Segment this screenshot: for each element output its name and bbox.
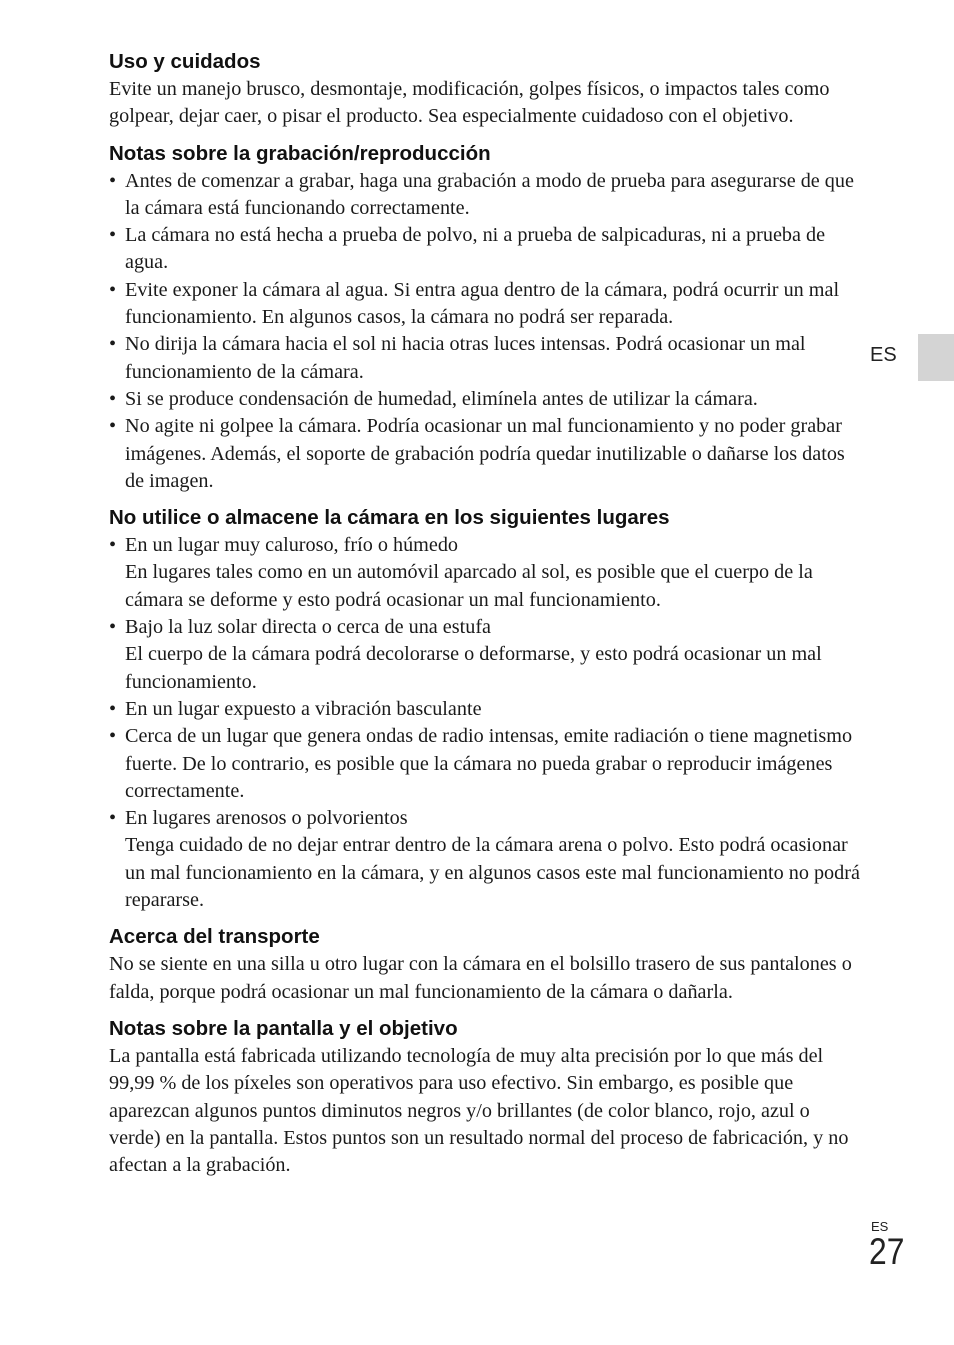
- list-item-detail: El cuerpo de la cámara podrá decolorarse o deformarse, y esto podrá ocasionar un mal funcionamiento.: [125, 643, 822, 693]
- list-item: [109, 222, 861, 277]
- list-item-detail: En lugares tales como en un automóvil aparcado al sol, es posible que el cuerpo de la cámara se deforme y esto podrá ocasionar un mal funcionamiento.: [125, 561, 813, 611]
- side-thumb-tab: [918, 334, 954, 381]
- list-item: [109, 723, 861, 805]
- list-item-text: Bajo la luz solar directa o cerca de una estufa: [125, 616, 491, 639]
- list-item-text: No dirija la cámara hacia el sol ni hacia otras luces intensas. Podrá ocasionar un mal funcionamiento de la cámara.: [125, 333, 806, 383]
- section-heading: Acerca del transporte: [109, 925, 320, 949]
- section-body: La pantalla está fabricada utilizando tecnología de muy alta precisión por lo que más del 99,99 % de los píxeles son operativos para uso efectivo. Sin embargo, es posible que aparezcan algunos puntos diminutos negros y/o brillantes (de color blanco, rojo, azul o verde) en la pantalla. Estos puntos son un resultado normal del proceso de fabricación, y no afectan a la grabación.: [109, 1044, 849, 1177]
- bullet-icon: •: [109, 616, 117, 639]
- bullet-list: [109, 168, 861, 496]
- section-heading: Notas sobre la pantalla y el objetivo: [109, 1016, 458, 1040]
- list-item-text: En un lugar muy caluroso, frío o húmedo: [125, 534, 459, 557]
- section-heading: No utilice o almacene la cámara en los siguientes lugares: [109, 506, 670, 530]
- section-heading: Uso y cuidados: [109, 50, 261, 73]
- list-item-text: Antes de comenzar a grabar, haga una grabación a modo de prueba para asegurarse de que la cámara está funcionando correctamente.: [125, 169, 854, 219]
- list-item: [109, 413, 861, 495]
- page-content: [109, 48, 861, 1188]
- footer-language-code: ES: [871, 1219, 889, 1234]
- list-item: [109, 331, 861, 386]
- list-item: [109, 614, 861, 696]
- list-item: [109, 696, 861, 723]
- list-item: [109, 168, 861, 223]
- list-item-text: En un lugar expuesto a vibración basculante: [125, 697, 482, 720]
- list-item: [109, 277, 861, 332]
- bullet-list: [109, 532, 861, 914]
- section-transporte: [109, 923, 861, 1006]
- list-item-text: La cámara no está hecha a prueba de polvo, ni a prueba de salpicaduras, ni a prueba de agua.: [125, 224, 826, 274]
- section-notas-grabacion: [109, 140, 861, 496]
- bullet-icon: •: [109, 333, 117, 356]
- page-number: 27: [869, 1231, 905, 1272]
- bullet-icon: •: [109, 697, 117, 720]
- section-heading: Notas sobre la grabación/reproducción: [109, 141, 491, 165]
- list-item-detail: Tenga cuidado de no dejar entrar dentro de la cámara arena o polvo. Esto podrá ocasionar un mal funcionamiento en la cámara, y en algunos casos este mal funcionamiento no podrá repararse.: [125, 834, 860, 912]
- section-uso-y-cuidados: [109, 48, 861, 131]
- list-item-text: Evite exponer la cámara al agua. Si entra agua dentro de la cámara, podrá ocurrir un mal funcionamiento. En algunos casos, la cámara no podrá ser reparada.: [125, 278, 840, 329]
- list-item-text: En lugares arenosos o polvorientos: [125, 807, 408, 830]
- bullet-icon: •: [109, 415, 117, 438]
- bullet-icon: •: [109, 807, 117, 830]
- list-item: [109, 386, 861, 413]
- bullet-icon: •: [109, 725, 117, 748]
- bullet-icon: •: [109, 169, 117, 192]
- section-body: Evite un manejo brusco, desmontaje, modificación, golpes físicos, o impactos tales como golpear, dejar caer, o pisar el producto. Sea especialmente cuidadoso con el objetivo.: [109, 78, 830, 128]
- bullet-icon: •: [109, 534, 117, 557]
- list-item: [109, 805, 861, 914]
- list-item-text: No agite ni golpee la cámara. Podría ocasionar un mal funcionamiento y no poder grabar imágenes. Además, el soporte de grabación podría quedar inutilizable o dañarse los datos de imagen.: [125, 415, 845, 492]
- bullet-icon: •: [109, 387, 117, 410]
- section-lugares: [109, 504, 861, 914]
- list-item-text: Cerca de un lugar que genera ondas de radio intensas, emite radiación o tiene magnetismo fuerte. De lo contrario, es posible que la cámara no pueda grabar o reproducir imágenes correctamente.: [125, 725, 853, 802]
- list-item-text: Si se produce condensación de humedad, elimínela antes de utilizar la cámara.: [125, 387, 758, 410]
- list-item: [109, 532, 861, 614]
- section-body: No se siente en una silla u otro lugar con la cámara en el bolsillo trasero de sus pantalones o falda, porque podrá ocasionar un mal funcionamiento de la cámara o dañarla.: [109, 953, 852, 1003]
- bullet-icon: •: [109, 224, 117, 247]
- bullet-icon: •: [109, 278, 117, 301]
- side-language-label: ES: [870, 344, 897, 366]
- section-pantalla-objetivo: [109, 1015, 861, 1179]
